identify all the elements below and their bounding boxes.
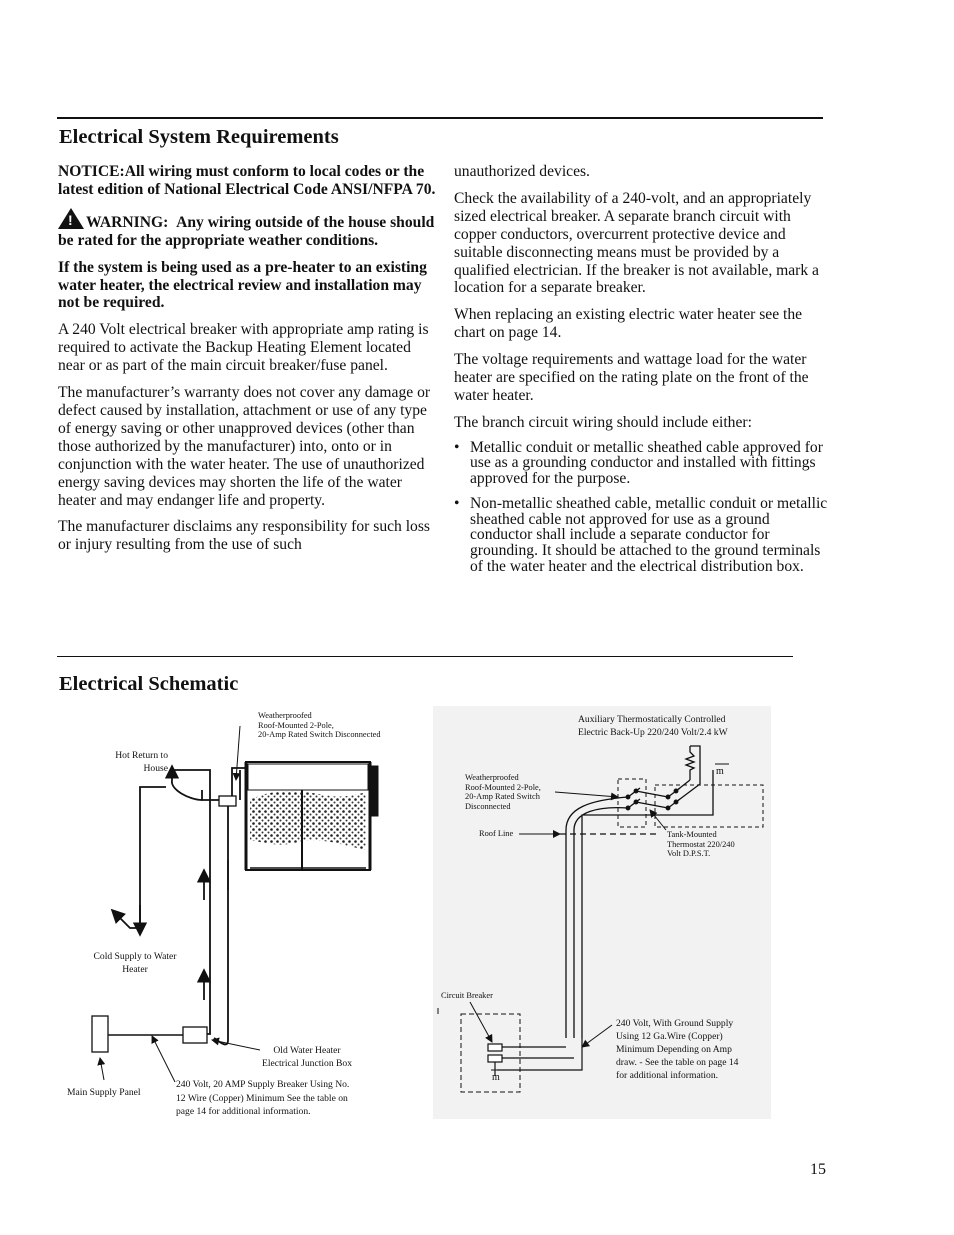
label-line: 240 Volt, 20 AMP Supply Breaker Using No. [176,1079,350,1090]
branch-circuit-paragraph: The branch circuit wiring should include either: [454,413,752,431]
ground-supply-label [616,1017,738,1082]
label-line: Roof-Mounted 2-Pole, [258,720,334,730]
label-line: House [143,762,168,774]
label-line: Minimum Depending on Amp [616,1044,732,1055]
label-line: Disconnected [465,801,511,811]
list-item: • Metallic conduit or metallic sheathed cable approved for use as a grounding conductor and installed with fittings approved for the purpose. [454,440,834,487]
switch-label-left [258,711,381,740]
roof-line-label: Roof Line [479,829,514,838]
label-line: draw. - See the table on page 14 [616,1057,739,1068]
junction-box [183,1027,207,1043]
preheater-note: If the system is being used as a pre-heater to an existing water heater, the electrical review and installation may not be required. [58,258,427,312]
label-line: 12 Wire (Copper) Minimum See the table on [176,1092,348,1104]
svg-text:m: m [716,766,724,777]
label-line: Heater [122,963,148,975]
junction-box-label [252,1045,362,1070]
page-number: 15 [810,1161,826,1178]
svg-text:m: m [492,1072,500,1083]
warning-text: Any wiring outside of the house should be rated for the appropriate weather conditions. [58,213,435,249]
label-line: Hot Return to [115,750,168,761]
cold-supply-label [84,951,186,976]
solar-collector-panel [246,762,378,870]
main-supply-panel [92,1016,108,1052]
label-line: Electric Back-Up 220/240 Volt/2.4 kW [578,727,728,738]
circuit-breaker-label: Circuit Breaker [441,991,493,1000]
replacing-paragraph: When replacing an existing electric water heater see the chart on page 14. [454,306,803,342]
voltage-paragraph: The voltage requirements and wattage load for the water heater are specified on the rating plate on the front of the water heater. [454,351,809,404]
roof-switch-box [219,796,236,806]
label-line: Electrical Junction Box [261,1057,353,1069]
label-line: Cold Supply to Water [93,951,177,962]
section-title-electrical-schematic: Electrical Schematic [59,673,239,695]
label-line: Roof-Mounted 2-Pole, [465,782,541,792]
thermostat-label [667,830,735,859]
label-line: Weatherproofed [465,773,519,782]
label-line: page 14 for additional information. [176,1106,311,1117]
supply-breaker-label [176,1078,349,1119]
label-line: Using 12 Ga.Wire (Copper) [616,1031,723,1042]
label-line: Volt D.P.S.T. [667,849,711,858]
list-item: • Non-metallic sheathed cable, metallic conduit or metallic sheathed cable not approved for use as a ground conductor shall include a separate conductor for grounding. It should be attached to the ground terminals of the water heater and the electrical distribution box. [454,496,834,575]
section-title-electrical-requirements: Electrical System Requirements [59,126,339,148]
label-line: Auxiliary Thermostatically Controlled [578,714,726,725]
hot-return-label [106,750,168,775]
left-schematic-diagram [92,726,378,1082]
disclaimer-continued: unauthorized devices. [454,163,590,180]
availability-paragraph: Check the availability of a 240-volt, and an appropriately sized electrical breaker. A separate branch circuit with copper conductors, overcurrent protective device and suitable disconnecting means must be provided by a qualified electrician. If the breaker is not available, mark a location for a separate breaker. [454,189,819,297]
label-line: Weatherproofed [258,711,312,720]
label-line: 20-Amp Rated Switch Disconnected [258,730,381,739]
switch-label-right [465,773,541,811]
label-line: for additional information. [616,1070,719,1081]
label-line: 20-Amp Rated Switch [465,792,540,801]
warranty-paragraph: The manufacturer’s warranty does not cover any damage or defect caused by installation, attachment or use of any type of energy saving or other unapproved devices (other than those authorized by the manufacturer) into, onto or in conjunction with the water heater. The use of unauthorized energy saving devices may shorten the life of the water heater and may endanger life and property. [58,384,431,509]
label-line: Old Water Heater [273,1045,341,1056]
auxiliary-backup-label [578,713,728,739]
notice-paragraph: NOTICE:All wiring must conform to local codes or the latest edition of National Electrical Code ANSI/NFPA 70. [58,163,436,198]
breaker-paragraph: A 240 Volt electrical breaker with appropriate amp rating is required to activate the Backup Heating Element located near or as part of the main circuit breaker/fuse panel. [58,321,429,375]
warning-label: WARNING: [86,213,169,231]
label-line: 240 Volt, With Ground Supply [616,1018,734,1029]
label-line: Tank-Mounted [667,830,717,839]
disclaimer-paragraph: The manufacturer disclaims any responsibility for such loss or injury resulting from the use of such [58,518,430,554]
main-supply-panel-label: Main Supply Panel [67,1087,141,1098]
label-line: Thermostat 220/240 [667,839,735,849]
